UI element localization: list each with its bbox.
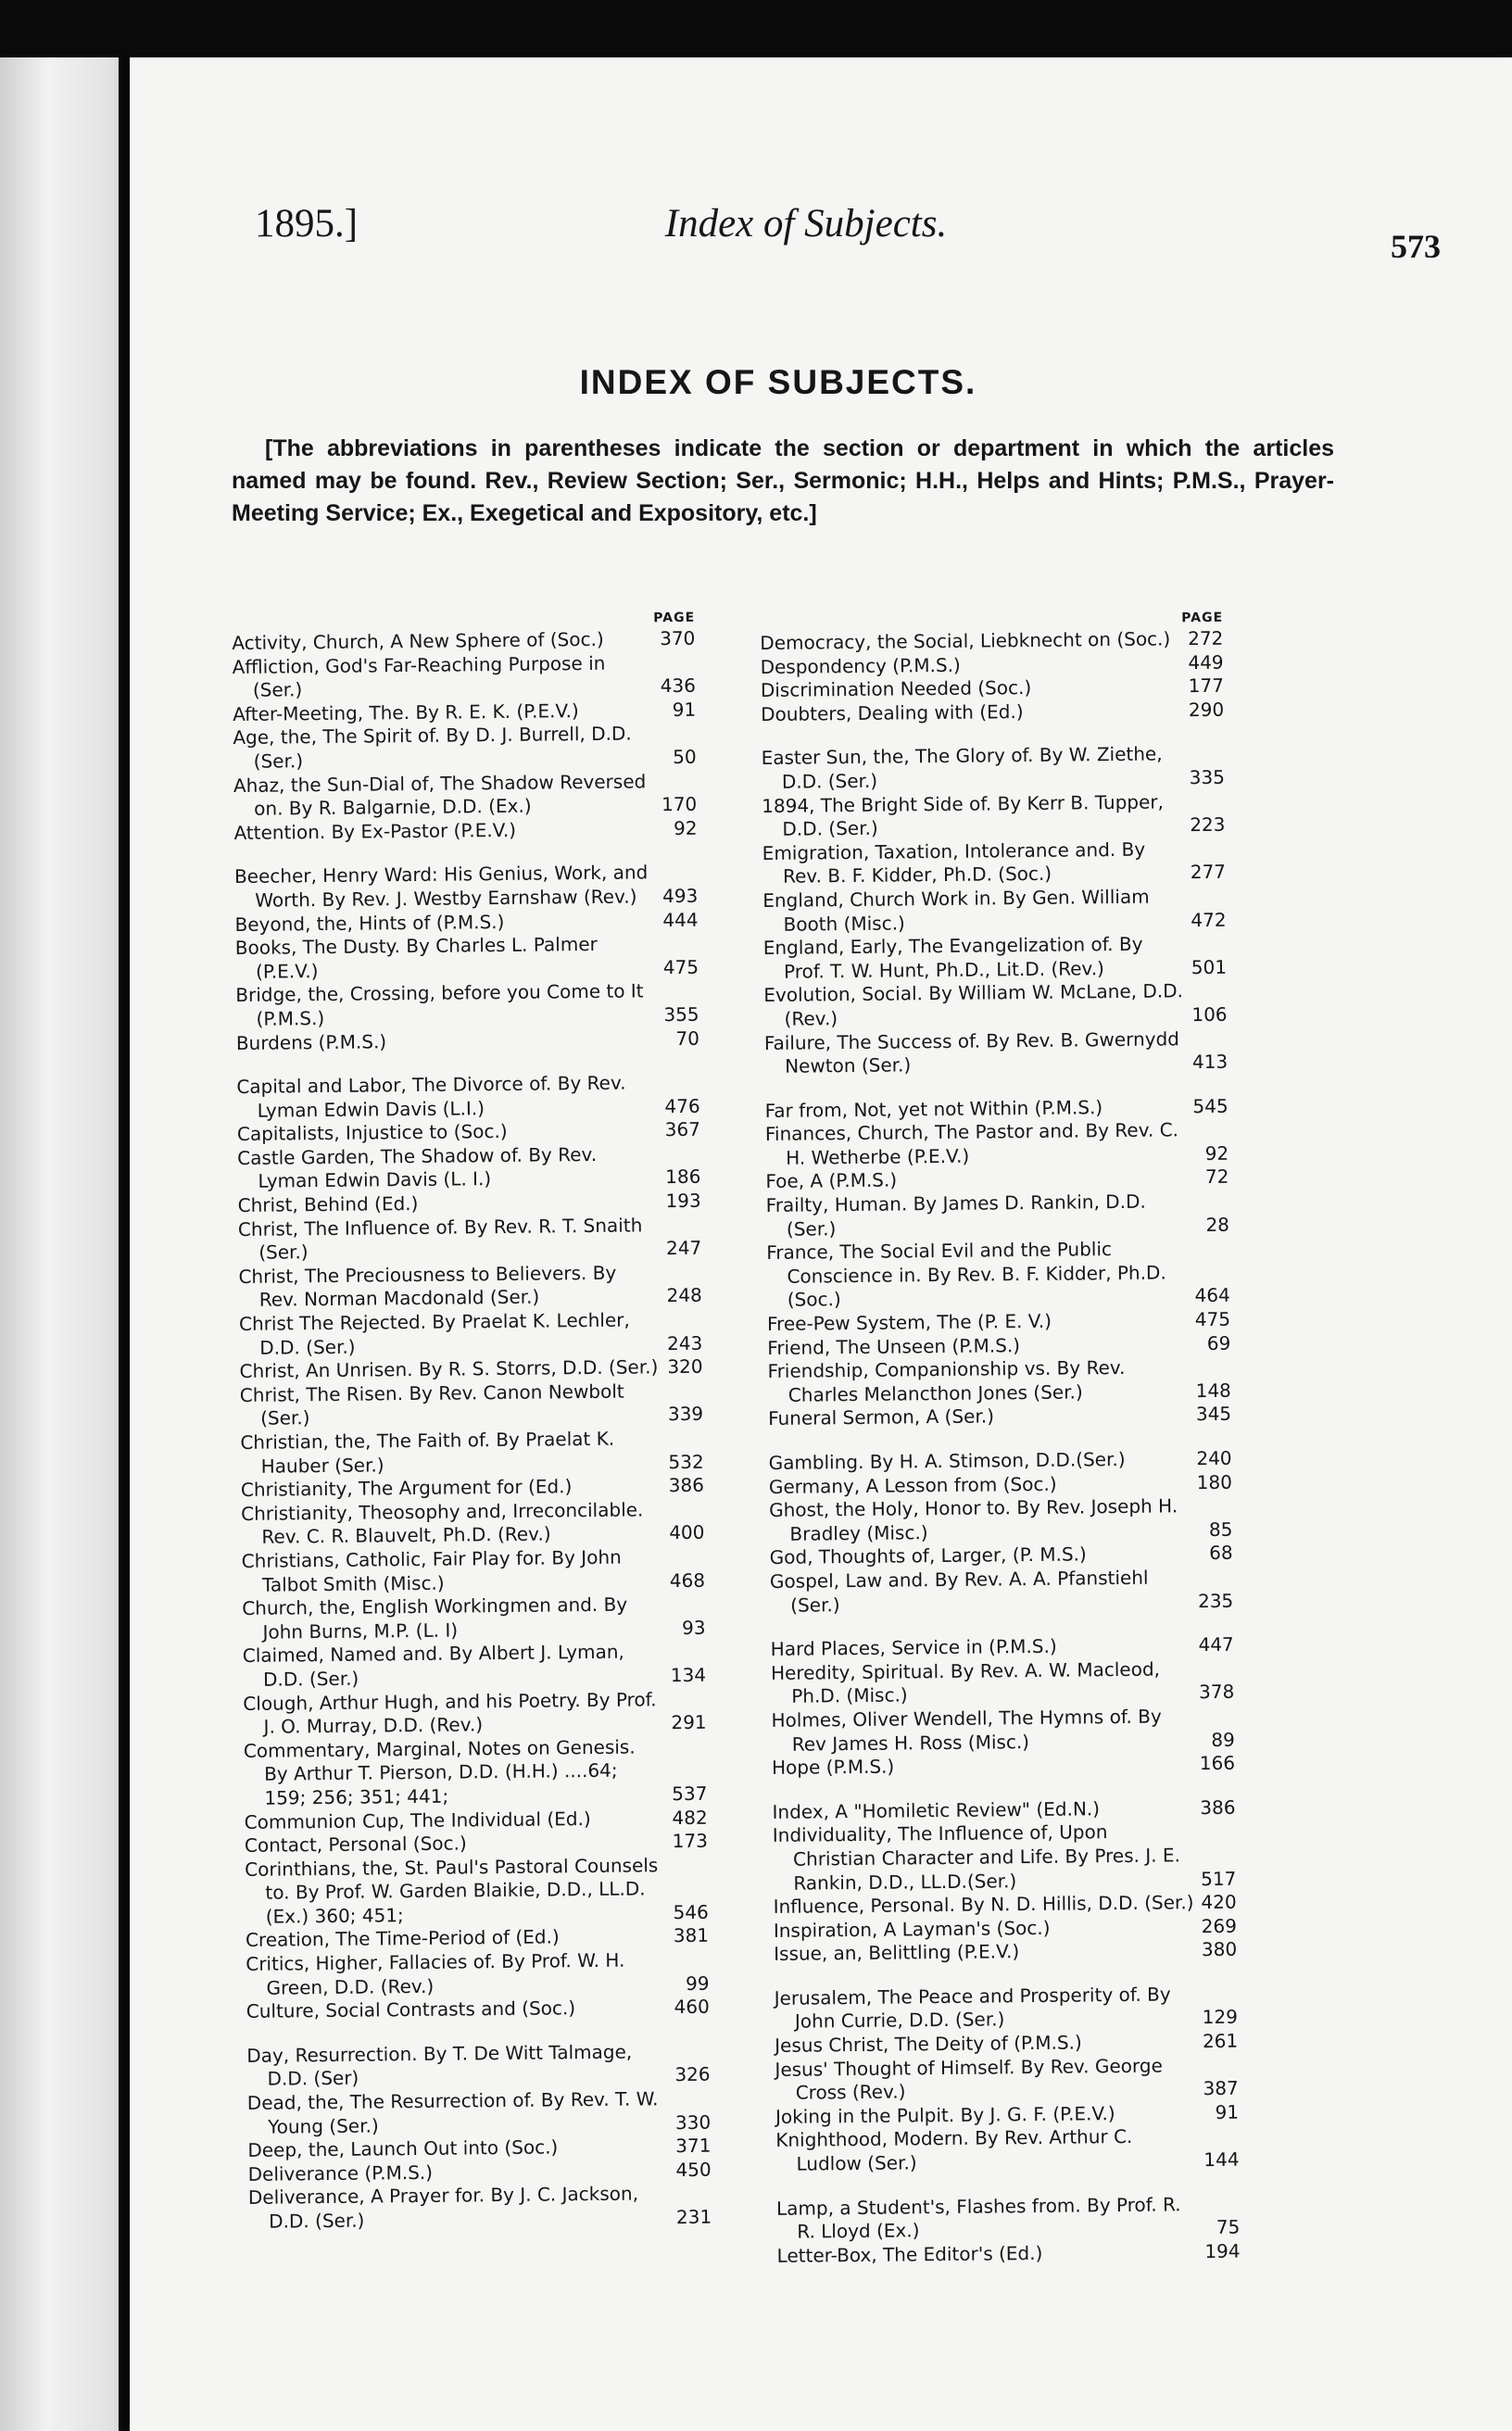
entry-page: 69 (1206, 1331, 1231, 1354)
entry-page: 290 (1188, 698, 1225, 721)
index-entry (762, 742, 1226, 794)
index-entry (770, 1566, 1234, 1618)
entry-page: 386 (1200, 1795, 1236, 1819)
entry-page: 532 (668, 1450, 704, 1473)
index-entry (242, 1545, 706, 1597)
entry-page: 420 (1201, 1890, 1237, 1914)
entry-page: 370 (660, 626, 696, 650)
entry-title: Democracy, the Social, Liebknecht on (Soc.) (760, 627, 1171, 654)
entry-page: 291 (671, 1710, 707, 1734)
entry-title: Age, the, The Spirit of. By D. J. Burrell, D.D. (Ser.) (233, 722, 632, 773)
entry-page: 464 (1194, 1284, 1230, 1307)
entry-page: 475 (662, 955, 699, 978)
entry-page: 85 (1208, 1518, 1233, 1541)
entry-page: 129 (1202, 2006, 1239, 2029)
entry-title: Claimed, Named and. By Albert J. Lyman, D.D. (Ser.) (242, 1640, 624, 1691)
entry-title: Emigration, Taxation, Intolerance and. By Rev. B. F. Kidder, Ph.D. (Soc.) (762, 838, 1146, 888)
entry-title: Foe, A (P.M.S.) (765, 1168, 898, 1193)
entry-page: 545 (1192, 1094, 1228, 1117)
index-entry (773, 1820, 1237, 1896)
index-letter-group (768, 1447, 1233, 1618)
entry-page: 367 (664, 1118, 701, 1141)
entry-title: Christ, The Preciousness to Believers. By Rev. Norman Macdonald (Ser.) (238, 1261, 617, 1312)
entry-page: 235 (1197, 1589, 1234, 1612)
entry-title: Burdens (P.M.S.) (235, 1029, 387, 1054)
index-entry (761, 699, 1224, 727)
index-letter-group (771, 1633, 1236, 1781)
entry-title: Index, A "Homiletic Review" (Ed.N.) (772, 1796, 1101, 1823)
entry-title: Books, The Dusty. By Charles L. Palmer (P.E.V.) (234, 933, 598, 983)
entry-page: 170 (661, 792, 698, 816)
entry-title: Friendship, Companionship vs. By Rev. Charles Melancthon Jones (Ser.) (767, 1356, 1126, 1406)
index-entry (241, 1497, 705, 1549)
entry-title: Activity, Church, A New Sphere of (Soc.) (232, 627, 604, 654)
entry-page: 144 (1203, 2148, 1240, 2172)
index-letter-group (772, 1795, 1237, 1966)
entry-title: Individuality, The Influence of, Upon Christian Character and Life. By Pres. J. E. Rankin, D.D., LL.D.(Ser.) (772, 1820, 1181, 1895)
entry-page: 413 (1191, 1050, 1228, 1074)
index-entry (765, 1118, 1229, 1170)
index-entry (774, 1938, 1237, 1967)
entry-page: 444 (662, 908, 699, 931)
right-column (760, 607, 1241, 2289)
index-letter-group (760, 627, 1224, 727)
index-letter-group (775, 1983, 1240, 2177)
entry-title: Friend, The Unseen (P.M.S.) (767, 1333, 1021, 1359)
index-entry (246, 1996, 710, 2024)
entry-title: Jesus' Thought of Himself. By Rev. George Cross (Rev.) (775, 2054, 1163, 2104)
index-entry (771, 1656, 1235, 1708)
entry-title: Inspiration, A Layman's (Soc.) (773, 1916, 1051, 1942)
entry-title: Capital and Labor, The Divorce of. By Rev. Lyman Edwin Davis (L.I.) (236, 1071, 626, 1122)
entry-page: 248 (666, 1284, 702, 1307)
entry-title: France, The Social Evil and the Public Conscience in. By Rev. B. F. Kidder, Ph.D. (Soc.) (766, 1238, 1166, 1312)
entry-page: 277 (1190, 861, 1227, 884)
entry-title: Deliverance (P.M.S.) (247, 2160, 434, 2185)
entry-page: 243 (666, 1331, 703, 1354)
entry-page: 460 (674, 1995, 710, 2019)
index-entry (246, 1948, 710, 2000)
abbreviation-note: [The abbreviations in parentheses indicate the section or department in which the articles named may be found. Rev., Review Section; Ser., Sermonic; H.H., Helps and Hints; P.M.S., Prayer-Meeting Service; Ex., Exegetical and Expository, etc.] (232, 435, 1334, 526)
entry-title: Christians, Catholic, Fair Play for. By John Talbot Smith (Misc.) (241, 1545, 622, 1596)
running-title: Index of Subjects. (664, 202, 948, 246)
index-entry (236, 1071, 700, 1123)
entry-page: 223 (1190, 812, 1226, 837)
entry-title: Despondency (P.M.S.) (760, 653, 961, 678)
entry-title: Clough, Arthur Hugh, and his Poetry. By Prof. J. O. Murray, D.D. (Rev.) (243, 1687, 657, 1738)
index-entry (239, 1308, 703, 1360)
entry-page: 371 (675, 2134, 712, 2158)
entry-page: 92 (673, 816, 698, 839)
entry-title: Finances, Church, The Pastor and. By Rev. C. H. Wetherbe (P.E.V.) (764, 1118, 1179, 1169)
entry-page: 335 (1189, 765, 1226, 789)
index-entry (232, 650, 696, 702)
entry-title: Culture, Social Contrasts and (Soc.) (246, 1996, 576, 2023)
entry-title: Jerusalem, The Peace and Prosperity of. By John Currie, D.D. (Ser.) (774, 1983, 1171, 2034)
entry-title: Christ The Rejected. By Praelat K. Lechler, D.D. (Ser.) (238, 1308, 630, 1359)
index-entry (775, 1983, 1239, 2034)
entry-title: Capitalists, Injustice to (Soc.) (236, 1120, 508, 1146)
index-entry (245, 1853, 709, 1929)
index-entry (768, 1403, 1231, 1431)
entry-title: Contact, Personal (Soc.) (244, 1832, 467, 1858)
index-entry (248, 2182, 712, 2234)
index-entry (236, 1027, 699, 1055)
index-letter-group (232, 627, 697, 846)
index-entry (240, 1379, 704, 1431)
entry-page: 501 (1191, 955, 1228, 978)
entry-title: Lamp, a Student's, Flashes from. By Prof. R. R. Lloyd (Ex.) (775, 2192, 1181, 2243)
page-column-label: PAGE (653, 610, 696, 626)
entry-title: Influence, Personal. By N. D. Hillis, D.D. (Ser.) (773, 1891, 1194, 1919)
entry-page: 93 (681, 1616, 706, 1639)
entry-title: After-Meeting, The. By R. E. K. (P.E.V.) (233, 699, 579, 725)
index-entry (764, 1027, 1228, 1078)
entry-page: 89 (1211, 1728, 1235, 1751)
entry-page: 231 (675, 2205, 712, 2229)
entry-title: Day, Resurrection. By T. De Witt Talmage, D.D. (Ser) (246, 2040, 633, 2091)
index-entry (238, 1261, 702, 1313)
entry-page: 381 (673, 1924, 710, 1947)
index-letter-group (234, 861, 699, 1055)
entry-page: 72 (1204, 1165, 1229, 1189)
entry-title: Beyond, the, Hints of (P.M.S.) (234, 910, 505, 936)
entry-title: Christianity, Theosophy and, Irreconcilable. Rev. C. R. Blauvelt, Ph.D. (Rev.) (241, 1498, 644, 1549)
entry-page: 472 (1191, 908, 1227, 931)
entry-title: Hope (P.M.S.) (771, 1755, 895, 1780)
entry-title: Christ, An Unrisen. By R. S. Storrs, D.D. (Ser.) (239, 1355, 659, 1383)
entry-page: 177 (1188, 674, 1224, 698)
entry-page: 546 (673, 1900, 709, 1923)
index-entry (233, 769, 698, 821)
entry-page: 92 (1204, 1141, 1229, 1165)
entry-page: 345 (1195, 1403, 1232, 1426)
entry-page: 386 (668, 1473, 705, 1497)
entry-page: 50 (673, 745, 697, 768)
entry-title: Heredity, Spiritual. By Rev. A. W. Macleod, Ph.D. (Misc.) (770, 1657, 1161, 1708)
entry-page: 91 (1215, 2100, 1240, 2123)
index-entry (766, 1237, 1230, 1313)
entry-page: 339 (667, 1403, 704, 1426)
entry-page: 99 (685, 1971, 710, 1995)
entry-title: Jesus Christ, The Deity of (P.M.S.) (775, 2031, 1082, 2057)
entry-title: Christ, Behind (Ed.) (237, 1191, 419, 1217)
entry-page: 194 (1204, 2239, 1241, 2262)
index-letter-group (762, 742, 1228, 1079)
entry-title: Christianity, The Argument for (Ed.) (240, 1475, 573, 1502)
entry-page: 330 (674, 2110, 712, 2134)
index-title: INDEX OF SUBJECTS. (579, 363, 977, 401)
entry-title: Frailty, Human. By James D. Rankin, D.D. (Ser.) (765, 1190, 1146, 1241)
entry-page: 475 (1194, 1307, 1231, 1331)
entry-title: Church, the, English Workingmen and. By John Burns, M.P. (L. I) (242, 1593, 628, 1644)
entry-title: Christ, The Risen. By Rev. Canon Newbolt (Ser.) (239, 1379, 624, 1430)
index-entry (772, 1752, 1235, 1781)
index-letter-group (765, 1094, 1232, 1431)
entry-page: 240 (1196, 1446, 1232, 1470)
entry-title: Funeral Sermon, A (Ser.) (767, 1404, 995, 1430)
index-entry (244, 1734, 708, 1810)
entry-page: 482 (672, 1806, 708, 1829)
index-letter-group (246, 2040, 712, 2235)
entry-title: Ghost, the Holy, Honor to. By Rev. Joseph H. Bradley (Misc.) (769, 1494, 1178, 1545)
entry-title: England, Church Work in. By Gen. William Booth (Misc.) (762, 885, 1150, 936)
entry-title: Hard Places, Service in (P.M.S.) (770, 1634, 1057, 1661)
entry-page: 378 (1198, 1681, 1235, 1704)
entry-title: Doubters, Dealing with (Ed.) (761, 699, 1024, 725)
entry-page: 134 (670, 1663, 707, 1687)
entry-page: 449 (1188, 650, 1224, 674)
previous-page-edge (0, 57, 119, 2431)
book-page (130, 57, 1512, 2431)
index-entry (242, 1593, 706, 1644)
entry-title: 1894, The Bright Side of. By Kerr B. Tupper, D.D. (Ser.) (762, 790, 1165, 840)
entry-page: 70 (675, 1027, 699, 1050)
entry-page: 537 (672, 1782, 708, 1805)
entry-title: Joking in the Pulpit. By J. G. F. (P.E.V.) (775, 2101, 1115, 2128)
entry-page: 186 (665, 1165, 701, 1189)
entry-page: 326 (674, 2063, 711, 2086)
index-entry (233, 817, 697, 846)
entry-page: 387 (1203, 2076, 1239, 2100)
entry-title: Dead, the, The Resurrection of. By Rev. T. W. Young (Ser.) (246, 2087, 659, 2138)
index-entry (762, 789, 1226, 841)
entry-title: Knighthood, Modern. By Rev. Arthur C. Ludlow (Ser.) (775, 2125, 1133, 2175)
entry-title: Letter-Box, The Editor's (Ed.) (776, 2241, 1043, 2267)
index-entry (237, 1142, 701, 1194)
entry-title: God, Thoughts of, Larger, (P. M.S.) (769, 1543, 1087, 1569)
entry-title: Far from, Not, yet not Within (P.M.S.) (764, 1095, 1103, 1122)
index-entry (243, 1687, 707, 1739)
left-column (232, 607, 712, 2255)
entry-page: 247 (665, 1236, 702, 1260)
index-letter-group (776, 2192, 1241, 2268)
entry-title: Failure, The Success of. By Rev. B. Gwernydd Newton (Ser.) (763, 1027, 1180, 1077)
entry-page: 28 (1205, 1213, 1230, 1236)
index-entry (246, 2040, 711, 2092)
entry-title: Creation, The Time-Period of (Ed.) (245, 1925, 560, 1952)
entry-title: Germany, A Lesson from (Soc.) (768, 1472, 1057, 1498)
entry-title: Communion Cup, The Individual (Ed.) (244, 1807, 591, 1833)
entry-title: Evolution, Social. By William W. McLane, D.D. (Rev.) (763, 979, 1184, 1030)
index-entry (767, 1355, 1231, 1407)
entry-page: 355 (663, 1002, 699, 1027)
index-entry (766, 1190, 1230, 1241)
entry-title: Gospel, Law and. By Rev. A. A. Pfanstiehl (Ser.) (769, 1566, 1149, 1617)
entry-title: Christ, The Influence of. By Rev. R. T. Snaith (Ser.) (237, 1214, 643, 1264)
index-entry (776, 2239, 1240, 2268)
page-column-label: PAGE (1181, 610, 1224, 626)
entry-page: 447 (1198, 1632, 1234, 1656)
entry-title: Critics, Higher, Fallacies of. By Prof. W. H. Green, D.D. (Rev.) (246, 1948, 625, 1999)
year: 1895.] (255, 202, 359, 246)
index-entry (247, 2087, 712, 2139)
entry-page: 400 (669, 1521, 705, 1544)
index-entry (233, 722, 697, 774)
entry-page: 261 (1202, 2029, 1239, 2053)
entry-page: 269 (1201, 1914, 1238, 1937)
index-entry (235, 932, 699, 984)
index-letter-group (236, 1071, 710, 2024)
entry-page: 493 (662, 884, 699, 908)
entry-page: 517 (1201, 1867, 1237, 1890)
entry-page: 272 (1188, 626, 1224, 650)
index-entry (763, 979, 1228, 1031)
entry-page: 320 (667, 1354, 703, 1379)
index-entry (775, 2124, 1240, 2176)
entry-page: 68 (1209, 1542, 1233, 1565)
entry-page: 468 (669, 1568, 706, 1592)
index-entry (238, 1213, 702, 1265)
running-header (255, 201, 1441, 266)
entry-page: 166 (1199, 1751, 1236, 1775)
entry-page: 91 (672, 698, 697, 721)
index-entry (234, 861, 699, 913)
index-entry (769, 1494, 1233, 1546)
entry-title: Christian, the, The Faith of. By Praelat K. Hauber (Ser.) (240, 1427, 615, 1478)
entry-page: 148 (1195, 1379, 1231, 1402)
entry-page: 173 (672, 1829, 709, 1853)
entry-title: Affliction, God's Far-Reaching Purpose in (Ser.) (232, 651, 606, 701)
index-entry (762, 885, 1227, 937)
entry-title: Free-Pew System, The (P. E. V.) (766, 1309, 1052, 1335)
index-entry (243, 1640, 707, 1692)
index-entry (776, 2192, 1241, 2244)
index-entry (762, 838, 1227, 889)
index-entry (235, 979, 699, 1031)
entry-title: Holmes, Oliver Wendell, The Hymns of. By Rev James H. Ross (Misc.) (771, 1705, 1162, 1756)
entry-title: Deliverance, A Prayer for. By J. C. Jackson, D.D. (Ser.) (247, 2182, 639, 2233)
entry-page: 75 (1216, 2215, 1241, 2239)
entry-page: 193 (665, 1189, 701, 1213)
index-entry (240, 1427, 704, 1479)
entry-page: 476 (664, 1094, 700, 1117)
entry-title: Bridge, the, Crossing, before you Come to It (P.M.S.) (235, 979, 644, 1030)
entry-page: 450 (675, 2158, 712, 2181)
entry-title: Castle Garden, The Shadow of. By Rev. Lyman Edwin Davis (L. I.) (237, 1142, 598, 1193)
entry-title: Easter Sun, the, The Glory of. By W. Ziethe, D.D. (Ser.) (761, 742, 1163, 793)
entry-page: 106 (1191, 1002, 1228, 1027)
index-entry (763, 932, 1228, 984)
entry-title: Discrimination Needed (Soc.) (760, 676, 1032, 702)
entry-title: Corinthians, the, St. Paul's Pastoral Counsels to. By Prof. W. Garden Blaikie, D.D., LL.D. (Ex.) 360; 451; (245, 1853, 659, 1928)
entry-title: Attention. By Ex-Pastor (P.E.V.) (233, 818, 517, 844)
entry-page: 380 (1201, 1937, 1238, 1961)
entry-title: England, Early, The Evangelization of. By Prof. T. W. Hunt, Ph.D., Lit.D. (Rev.) (762, 932, 1143, 983)
index-entry (775, 2053, 1239, 2105)
index-entry (771, 1705, 1235, 1757)
entry-page: 180 (1196, 1470, 1232, 1493)
entry-title: Gambling. By H. A. Stimson, D.D.(Ser.) (768, 1447, 1126, 1474)
page-number: 573 (1391, 228, 1441, 265)
entry-title: Deep, the, Launch Out into (Soc.) (247, 2135, 559, 2162)
entry-title: Issue, an, Belittling (P.E.V.) (774, 1940, 1020, 1966)
entry-title: Ahaz, the Sun-Dial of, The Shadow Reversed on. By R. Balgarnie, D.D. (Ex.) (233, 769, 647, 820)
entry-title: Commentary, Marginal, Notes on Genesis. By Arthur T. Pierson, D.D. (H.H.) ....64; 159; 256; 351; 441; (243, 1735, 636, 1809)
entry-page: 436 (660, 674, 696, 698)
entry-title: Beecher, Henry Ward: His Genius, Work, and Worth. By Rev. J. Westby Earnshaw (Rev.) (233, 861, 649, 912)
